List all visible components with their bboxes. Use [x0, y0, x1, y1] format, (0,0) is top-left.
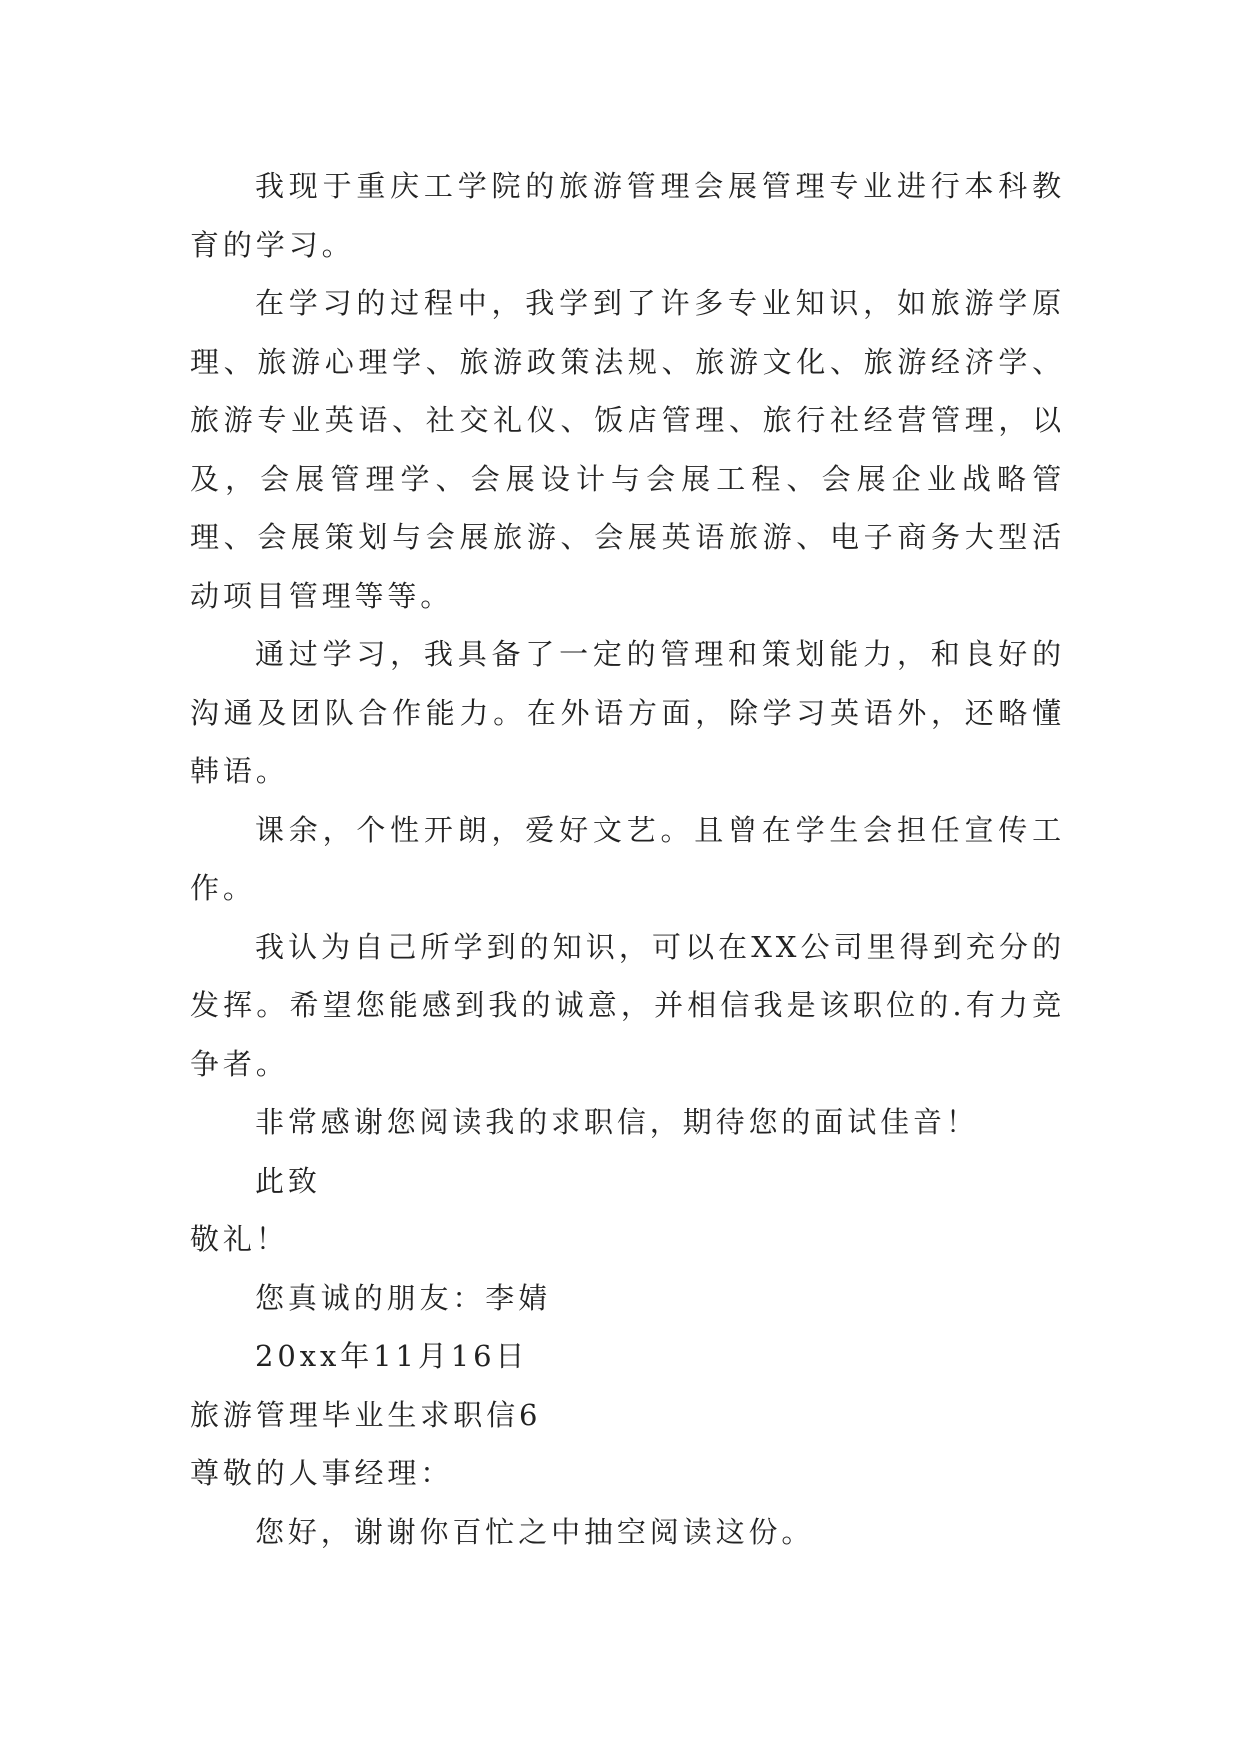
section-title: 旅游管理毕业生求职信6 [190, 1397, 542, 1432]
paragraph-opening: 您好，谢谢你百忙之中抽空阅读这份。 [255, 1514, 815, 1549]
letter-date: 20xx年11月16日 [255, 1339, 529, 1373]
closing-salutation: 此致 [255, 1163, 321, 1198]
greeting: 尊敬的人事经理： [190, 1456, 454, 1490]
paragraph-hobbies: 课余，个性开朗，爱好文艺。且曾在学生会担任宣传工作。 [190, 812, 1065, 905]
closing-regards: 敬礼！ [190, 1222, 289, 1256]
paragraph-motivation: 我认为自己所学到的知识，可以在XX公司里得到充分的发挥。希望您能感到我的诚意，并相信我是该职位的.有力竞争者。 [190, 929, 1065, 1081]
paragraph-courses: 在学习的过程中，我学到了许多专业知识，如旅游学原理、旅游心理学、旅游政策法规、旅游文化、旅游经济学、旅游专业英语、社交礼仪、饭店管理、旅行社经营管理，以及，会展管理学、会展设计与会展工程、会展企业战略管理、会展策划与会展旅游、会展英语旅游、电子商务大型活动项目管理等等。 [190, 286, 1065, 613]
paragraph-study-intro: 我现于重庆工学院的旅游管理会展管理专业进行本科教育的学习。 [190, 169, 1065, 262]
paragraph-abilities: 通过学习，我具备了一定的管理和策划能力，和良好的沟通及团队合作能力。在外语方面，除学习英语外，还略懂韩语。 [190, 637, 1065, 788]
signature: 您真诚的朋友：李婧 [255, 1280, 552, 1315]
letter-body [190, 157, 1065, 1561]
paragraph-thanks: 非常感谢您阅读我的求职信，期待您的面试佳音！ [255, 1105, 979, 1139]
